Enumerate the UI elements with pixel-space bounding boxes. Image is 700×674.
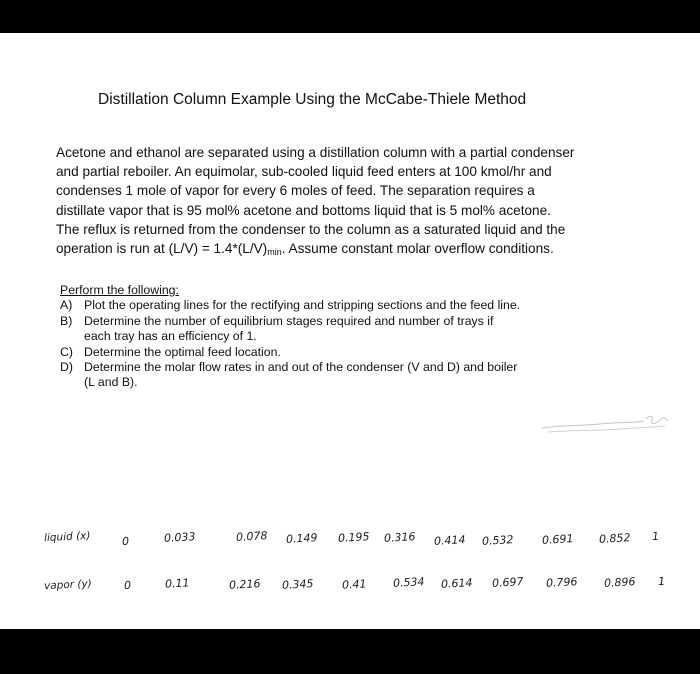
task-text: Plot the operating lines for the rectifying and stripping sections and the feed line.	[84, 298, 521, 313]
y-value: 0.896	[603, 575, 636, 590]
task-list	[60, 283, 520, 391]
task-label: A)	[60, 298, 73, 313]
task-text: Determine the number of equilibrium stages required and number of trays if	[84, 313, 494, 328]
y-value: 0.11	[164, 576, 190, 591]
problem-statement	[56, 143, 656, 262]
x-value: 0.078	[235, 529, 268, 544]
problem-line: and partial reboiler. An equimolar, sub-cooled liquid feed enters at 100 kmol/hr and	[56, 164, 552, 180]
y-value: 0.345	[281, 577, 314, 592]
task-text: Determine the molar flow rates in and out of the condenser (V and D) and boiler	[84, 360, 518, 375]
task-item-b	[60, 314, 520, 345]
y-value: 0.697	[491, 575, 524, 590]
problem-line: The reflux is returned from the condenser to the column as a saturated liquid and the	[56, 221, 566, 237]
document-page	[0, 33, 700, 629]
task-item-a	[60, 298, 520, 313]
task-label: C)	[60, 344, 73, 359]
x-value: 0.691	[541, 532, 574, 547]
y-value: 0.216	[228, 577, 261, 592]
task-text-continued: each tray has an efficiency of 1.	[84, 329, 257, 344]
vapor-row-label: vapor (y)	[43, 577, 93, 593]
faint-signature-scribble	[540, 411, 670, 441]
x-value: 0.316	[383, 530, 416, 545]
problem-line-last	[56, 239, 656, 262]
y-value: 0.614	[440, 576, 473, 591]
x-value: 0.149	[285, 531, 318, 546]
task-text-continued: (L and B).	[84, 375, 138, 390]
problem-line: Acetone and ethanol are separated using a distillation column with a partial condenser	[56, 145, 575, 160]
x-value: 0.532	[481, 533, 514, 548]
task-label: B)	[60, 313, 73, 328]
x-value: 0.414	[433, 533, 466, 548]
y-value: 0	[123, 578, 132, 593]
page-title: Distillation Column Example Using the McCabe-Thiele Method	[98, 91, 527, 108]
y-value: 0.796	[545, 575, 578, 590]
y-value: 0.534	[392, 575, 425, 590]
problem-line-end: . Assume constant molar overflow conditions.	[281, 241, 554, 257]
y-value: 1	[657, 574, 666, 589]
reflux-ratio-text: operation is run at (L/V) = 1.4*(L/V)	[56, 241, 268, 257]
x-value: 0.852	[598, 531, 631, 546]
x-value: 0	[121, 534, 130, 549]
min-subscript: min	[267, 247, 282, 258]
problem-line: condenses 1 mole of vapor for every 6 moles of feed. The separation requires a	[56, 183, 535, 199]
x-value: 0.195	[337, 530, 370, 545]
task-label: D)	[60, 360, 73, 375]
problem-line: distillate vapor that is 95 mol% acetone and bottoms liquid that is 5 mol% acetone.	[56, 202, 551, 218]
task-list-header: Perform the following:	[60, 283, 179, 297]
y-value: 0.41	[341, 577, 367, 592]
task-item-c	[60, 345, 520, 360]
task-item-d	[60, 360, 520, 391]
liquid-row-label: liquid (x)	[43, 529, 91, 545]
x-value: 1	[651, 529, 660, 544]
x-value: 0.033	[163, 530, 196, 545]
task-text: Determine the optimal feed location.	[84, 344, 281, 359]
